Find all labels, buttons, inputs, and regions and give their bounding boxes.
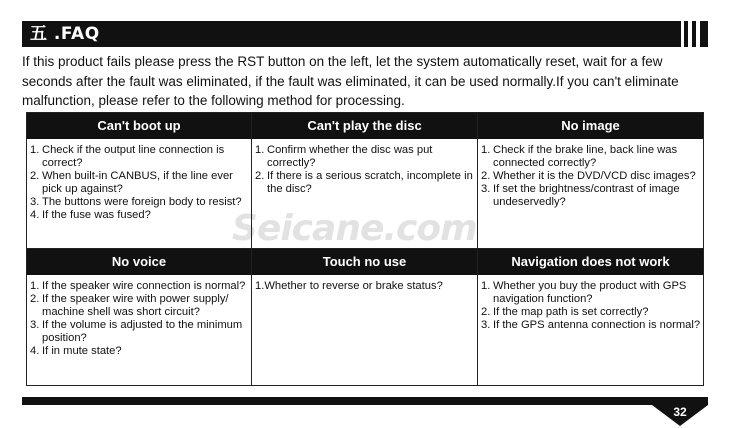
faq-item-text: 1.Whether to reverse or brake status?	[255, 280, 443, 292]
faq-item-body: When built-in CANBUS, if the line ever pick up against?	[42, 170, 233, 195]
watermark-logo: Seicane.com	[232, 208, 477, 249]
faq-item	[481, 170, 701, 183]
faq-item-text	[255, 170, 473, 195]
faq-cell-list	[27, 280, 251, 358]
faq-cell-no-image	[477, 112, 704, 249]
faq-cell-title: Navigation does not work	[478, 249, 703, 275]
faq-cell-title: No image	[478, 113, 703, 139]
faq-item-body: Check if the brake line, back line was connected correctly?	[493, 144, 678, 169]
faq-item-text	[30, 144, 225, 169]
faq-item-text	[30, 319, 243, 344]
faq-item-text	[30, 196, 242, 208]
faq-item-number: 1.	[30, 280, 40, 292]
faq-item-number: 3.	[481, 319, 491, 331]
faq-item-body: Whether you buy the product with GPS navigation function?	[493, 280, 687, 305]
faq-cell-no-voice	[26, 248, 252, 386]
faq-cell-title: Can't boot up	[27, 113, 251, 139]
faq-cell-touch-no-use	[251, 248, 478, 386]
faq-cell-list	[478, 144, 703, 209]
faq-item-text	[481, 183, 680, 208]
faq-item-body: If the map path is set correctly?	[493, 306, 649, 318]
faq-item	[30, 345, 249, 358]
header-stripe	[700, 21, 708, 47]
faq-item	[255, 170, 475, 196]
faq-cell-title: No voice	[27, 249, 251, 275]
faq-item	[481, 319, 701, 332]
faq-item-body: If the fuse was fused?	[42, 209, 151, 221]
faq-item	[481, 306, 701, 319]
faq-item-number: 3.	[30, 196, 40, 208]
faq-item-number: 1.	[255, 144, 265, 156]
faq-item-number: 3.	[30, 319, 40, 331]
faq-item-text	[481, 319, 701, 331]
faq-item-text	[481, 306, 649, 318]
faq-item	[481, 144, 701, 170]
faq-cell-cant-play-disc	[251, 112, 478, 249]
faq-cell-list	[27, 144, 251, 222]
faq-item-number: 2.	[481, 170, 491, 182]
faq-item-body: Check if the output line connection is correct?	[42, 144, 225, 169]
faq-item-body: If the speaker wire connection is normal?	[42, 280, 246, 292]
faq-item-number: 2.	[30, 293, 40, 305]
faq-item-text	[481, 144, 678, 169]
faq-item-body: The buttons were foreign body to resist?	[42, 196, 242, 208]
faq-item	[255, 144, 475, 170]
faq-cell-cant-boot	[26, 112, 252, 249]
header-stripe	[684, 21, 688, 47]
faq-item-body: If the speaker wire with power supply/ machine shell was short circuit?	[42, 293, 229, 318]
faq-item	[30, 319, 249, 345]
faq-cell-list	[252, 144, 477, 196]
faq-cell-navigation	[477, 248, 704, 386]
faq-item	[30, 209, 249, 222]
faq-item-body: If the GPS antenna connection is normal?	[493, 319, 701, 331]
faq-item-text	[481, 170, 696, 182]
faq-item-body: If the volume is adjusted to the minimum position?	[42, 319, 243, 344]
faq-item	[481, 280, 701, 306]
faq-item-text	[30, 209, 151, 221]
faq-cell-title: Touch no use	[252, 249, 477, 275]
intro-paragraph: If this product fails please press the RST button on the left, let the system automatically reset, wait for a few seconds after the fault was eliminated, if the fault was eliminated, it can be used normally.If you can't eliminate malfunction, please refer to the following method for processing.	[22, 54, 679, 108]
faq-item-body: If set the brightness/contrast of image undeservedly?	[493, 183, 680, 208]
faq-item-number: 2.	[255, 170, 265, 182]
faq-cell-title: Can't play the disc	[252, 113, 477, 139]
page-number: 32	[673, 405, 687, 419]
faq-item-text	[30, 170, 233, 195]
faq-item-number: 3.	[481, 183, 491, 195]
faq-item-body: Whether it is the DVD/VCD disc images?	[493, 170, 696, 182]
faq-item-number: 2.	[481, 306, 491, 318]
section-header-bar	[22, 21, 681, 47]
faq-item	[30, 196, 249, 209]
faq-item-number: 4.	[30, 209, 40, 221]
faq-cell-list	[252, 280, 477, 293]
faq-item-text	[30, 280, 246, 292]
faq-item-text	[30, 293, 229, 318]
faq-item-number: 4.	[30, 345, 40, 357]
section-title: 五 .FAQ	[30, 24, 100, 44]
faq-item	[30, 280, 249, 293]
faq-item-text	[255, 144, 433, 169]
faq-cell-list	[478, 280, 703, 332]
header-stripe	[692, 21, 696, 47]
faq-item-text	[481, 280, 687, 305]
faq-item	[30, 170, 249, 196]
faq-item-body: If in mute state?	[42, 345, 122, 357]
faq-item	[255, 280, 475, 293]
faq-item-text	[30, 345, 122, 357]
faq-item-number: 2.	[30, 170, 40, 182]
faq-table	[26, 112, 704, 386]
footer-bar	[22, 397, 708, 405]
faq-item-number: 1.	[481, 144, 491, 156]
faq-item	[30, 144, 249, 170]
faq-item-body: If there is a serious scratch, incomplete in the disc?	[267, 170, 473, 195]
faq-item	[481, 183, 701, 209]
faq-item-number: 1.	[481, 280, 491, 292]
faq-item-number: 1.	[30, 144, 40, 156]
faq-item-body: Confirm whether the disc was put correctly?	[267, 144, 433, 169]
faq-item	[30, 293, 249, 319]
